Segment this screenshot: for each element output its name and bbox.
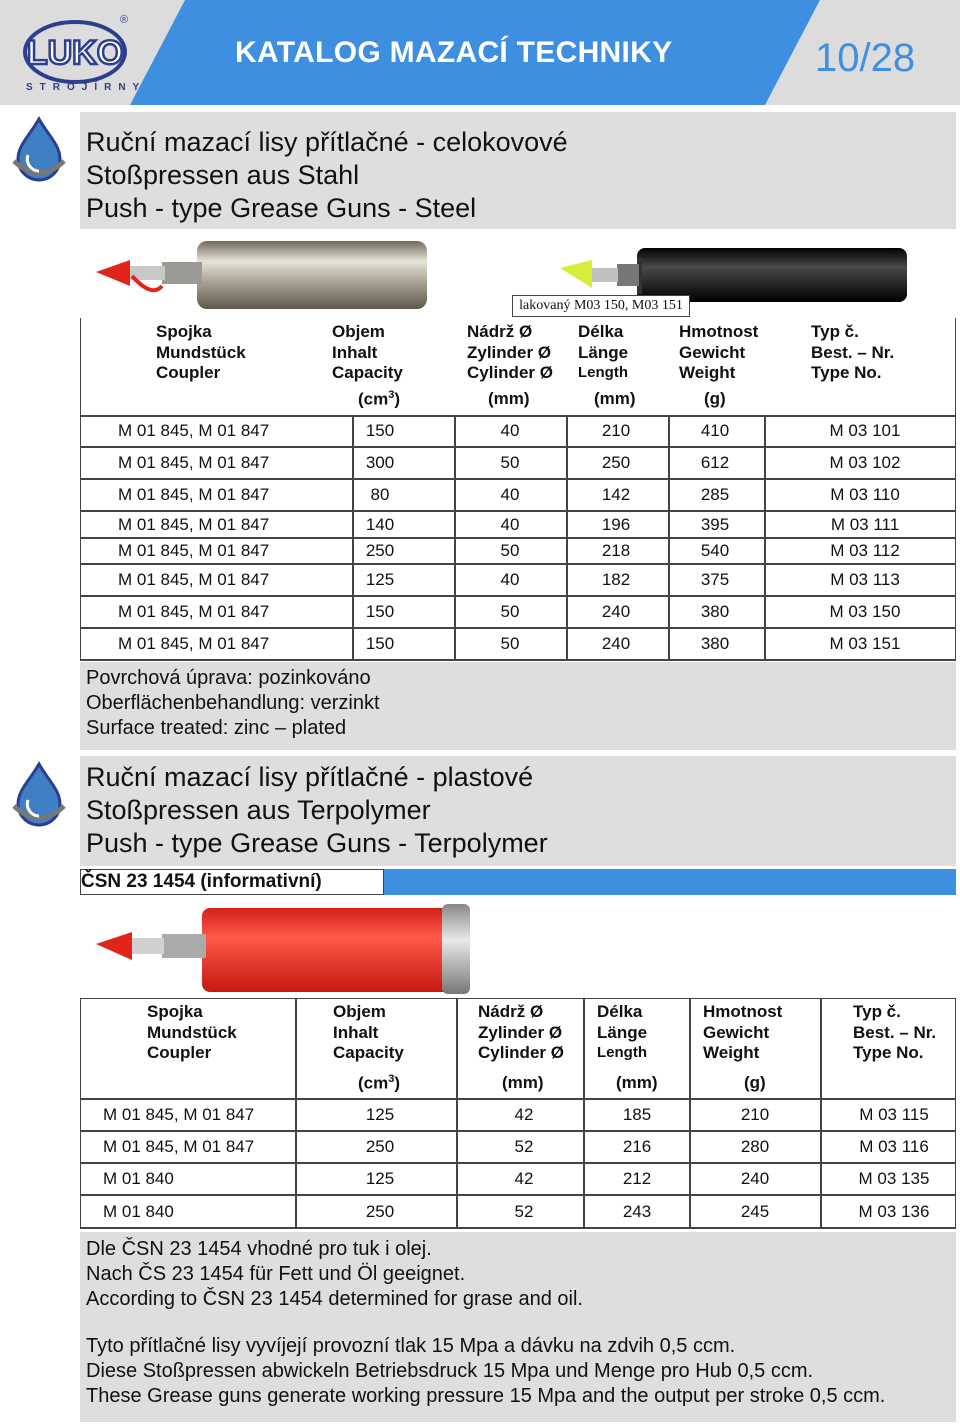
column-divider [456, 998, 458, 1228]
oil-drop-icon [8, 115, 70, 185]
table-cell: M 03 135 [858, 1169, 930, 1188]
table-cell: M 03 101 [829, 421, 901, 440]
header-line: Hmotnost [679, 322, 759, 341]
header-cell [478, 1002, 564, 1064]
table-cell: M 01 845, M 01 847 [118, 485, 270, 504]
unit-cell [358, 1073, 400, 1094]
header-line: Zylinder Ø [478, 1022, 563, 1042]
table-cell: 250 [365, 1137, 395, 1156]
header-line: Nádrž Ø [467, 322, 533, 341]
table-cell: 140 [365, 514, 395, 534]
table-row [80, 563, 956, 565]
column-divider [764, 415, 766, 660]
table-cell: 52 [514, 1137, 534, 1156]
table-cell: M 03 113 [830, 570, 900, 589]
table-cell: M 03 115 [859, 1104, 929, 1124]
table-cell: M 01 845, M 01 847 [103, 1137, 255, 1156]
table-cell: 125 [365, 1169, 395, 1188]
table-cell: 212 [622, 1169, 652, 1188]
table-row [80, 1227, 956, 1229]
header-cell [333, 1002, 404, 1064]
unit-cell: (mm) [488, 389, 530, 408]
header-cell [853, 1002, 936, 1064]
table-cell: M 01 845, M 01 847 [118, 602, 270, 621]
table-cell: M 03 112 [830, 541, 900, 560]
table-cell: M 01 845, M 01 847 [118, 421, 270, 440]
table-cell: 50 [500, 602, 520, 621]
header-line: Typ č. [853, 1002, 901, 1021]
section1-title [80, 112, 956, 229]
table-cell: M 01 840 [103, 1169, 174, 1188]
table-cell: 40 [500, 570, 520, 589]
column-divider [583, 998, 585, 1228]
table-cell: 40 [500, 514, 520, 534]
table-cell: 285 [700, 485, 730, 504]
table-row [80, 478, 956, 480]
table-cell: M 01 845, M 01 847 [118, 570, 270, 589]
table-cell: M 03 151 [829, 634, 901, 653]
table-cell: 280 [740, 1137, 770, 1156]
table-cell: M 01 845, M 01 847 [103, 1104, 255, 1124]
table-cell: 210 [601, 421, 631, 440]
table-cell: 240 [740, 1169, 770, 1188]
header-line: Mundstück [156, 342, 246, 362]
table-cell: 150 [365, 421, 395, 440]
column-divider [566, 415, 568, 660]
image-caption: lakovaný M03 150, M03 151 [512, 295, 690, 317]
header-line: Type No. [853, 1043, 924, 1062]
column-divider [820, 998, 822, 1228]
header-line: Coupler [156, 363, 221, 382]
table-cell: 150 [365, 602, 395, 621]
section1-title-en: Push - type Grease Guns - Steel [86, 193, 477, 223]
header-line: Best. – Nr. [853, 1022, 937, 1042]
table-cell: 40 [500, 485, 520, 504]
section2-title-de: Stoßpressen aus Terpolymer [86, 795, 431, 825]
table-row [80, 1194, 956, 1196]
plastic-grease-gun-image [82, 900, 954, 996]
table-cell: 300 [365, 453, 395, 472]
surface-note-box [80, 662, 956, 750]
table-cell: 216 [622, 1137, 652, 1156]
unit-cell: (mm) [502, 1073, 544, 1092]
header-cell [578, 322, 628, 384]
header-line: Gewicht [679, 342, 746, 362]
header-line: Hmotnost [703, 1002, 783, 1021]
header-cell [703, 1002, 782, 1064]
header-line: Délka [578, 322, 624, 341]
table-cell: 125 [365, 570, 395, 589]
logo-subtitle: STROJÍRNY [26, 82, 147, 93]
table-cell: 150 [365, 634, 395, 653]
header-line: Mundstück [147, 1022, 237, 1042]
unit-part: 3 [388, 1073, 395, 1085]
table-cell: 218 [601, 541, 631, 560]
table-cell: 243 [622, 1201, 652, 1221]
pressure-note [86, 1334, 885, 1409]
oil-note-en: According to ČSN 23 1454 determined for grase and oil. [86, 1288, 583, 1310]
section1-title-cz: Ruční mazací lisy přítlačné - celokovové [86, 127, 568, 157]
table-cell: 250 [601, 453, 631, 472]
header-divider [80, 1098, 956, 1100]
oil-note [86, 1237, 583, 1312]
header-line: Objem [333, 1002, 386, 1021]
header-line: Length [597, 1044, 647, 1061]
unit-cell: (g) [744, 1073, 766, 1092]
table-cell: 375 [700, 570, 730, 589]
header-cell [597, 1002, 647, 1064]
table-cell: 240 [601, 602, 631, 621]
section2-title [80, 756, 956, 866]
header-line: Gewicht [703, 1022, 770, 1042]
unit-cell: (mm) [616, 1073, 658, 1092]
header-line: Länge [578, 342, 629, 362]
section2-title-cz: Ruční mazací lisy přítlačné - plastové [86, 762, 534, 792]
header-line: Cylinder Ø [467, 363, 553, 382]
header-line: Capacity [333, 1043, 404, 1062]
table-cell: 50 [500, 453, 520, 472]
table-cell: M 03 111 [830, 514, 900, 534]
table-row [80, 1162, 956, 1164]
header-line: Length [578, 364, 628, 381]
table-cell: M 03 150 [829, 602, 901, 621]
column-divider [454, 415, 456, 660]
table-row [80, 627, 956, 629]
pressure-note-cz: Tyto přítlačné lisy vyvíjejí provozní tlak 15 Mpa a dávku na zdvih 0,5 ccm. [86, 1335, 736, 1357]
table-cell: 210 [740, 1104, 770, 1124]
table-row [80, 446, 956, 448]
table-cell: 250 [365, 1201, 395, 1221]
table-row [80, 537, 956, 539]
table-cell: 182 [601, 570, 631, 589]
table-cell: M 01 845, M 01 847 [118, 453, 270, 472]
catalog-title: KATALOG MAZACÍ TECHNIKY [235, 36, 673, 69]
header-line: Coupler [147, 1043, 212, 1062]
header-line: Weight [703, 1043, 760, 1062]
table-cell: 80 [370, 485, 390, 504]
table-cell: 410 [700, 421, 730, 440]
table-cell: 540 [700, 541, 730, 560]
unit-cell [358, 389, 400, 410]
table-cell: 52 [514, 1201, 534, 1221]
header-line: Weight [679, 363, 736, 382]
pressure-note-en: These Grease guns generate working pressure 15 Mpa and the output per stroke 0,5 ccm. [86, 1385, 886, 1407]
table-cell: M 03 136 [858, 1201, 930, 1221]
standard-label: ČSN 23 1454 (informativní) [80, 869, 384, 895]
table-cell: 380 [700, 634, 730, 653]
table-cell: 196 [601, 514, 631, 534]
header-line: Capacity [332, 363, 403, 382]
header-cell [147, 1002, 237, 1064]
table-row [80, 1130, 956, 1132]
header-line: Objem [332, 322, 385, 341]
header-line: Best. – Nr. [811, 342, 895, 362]
table-cell: M 01 845, M 01 847 [118, 541, 270, 560]
table-cell: M 01 845, M 01 847 [118, 634, 270, 653]
header-line: Spojka [147, 1002, 203, 1021]
unit-cell: (mm) [594, 389, 636, 408]
table-cell: 142 [601, 485, 631, 504]
page-number: 10/28 [815, 36, 916, 80]
header-line: Typ č. [811, 322, 859, 341]
oil-note-cz: Dle ČSN 23 1454 vhodné pro tuk i olej. [86, 1238, 432, 1260]
unit-part: ) [394, 1073, 401, 1093]
table-cell: 612 [700, 453, 730, 472]
header-line: Spojka [156, 322, 212, 341]
registered-mark: ® [120, 14, 129, 26]
table-cell: 42 [514, 1169, 534, 1188]
column-divider [668, 415, 670, 660]
pressure-note-de: Diese Stoßpressen abwickeln Betriebsdruck 15 Mpa und Menge pro Hub 0,5 ccm. [86, 1360, 814, 1382]
table-cell: M 03 102 [829, 453, 901, 472]
section2-title-en: Push - type Grease Guns - Terpolymer [86, 828, 548, 858]
header-cell [811, 322, 894, 384]
table-cell: 240 [601, 634, 631, 653]
table-cell: 250 [365, 541, 395, 560]
column-divider [352, 415, 354, 660]
table-cell: 125 [365, 1104, 395, 1124]
surface-note-de: Oberflächenbehandlung: verzinkt [86, 692, 380, 714]
unit-cell: (g) [704, 389, 726, 408]
header-line: Type No. [811, 363, 882, 382]
unit-part: ) [394, 389, 401, 409]
header-line: Inhalt [333, 1022, 379, 1042]
unit-part: (cm [358, 1073, 389, 1093]
column-divider [295, 998, 297, 1228]
table-cell: 380 [700, 602, 730, 621]
table-cell: 50 [500, 541, 520, 560]
header-cell [332, 322, 403, 384]
header-line: Cylinder Ø [478, 1043, 564, 1062]
table-row [80, 659, 956, 661]
unit-part: (cm [358, 389, 389, 409]
header-line: Nádrž Ø [478, 1002, 544, 1021]
header-line: Inhalt [332, 342, 378, 362]
header-cell [679, 322, 758, 384]
unit-part: 3 [388, 389, 395, 401]
oil-note-de: Nach ČS 23 1454 für Fett und Öl geeignet. [86, 1263, 466, 1285]
column-divider [689, 998, 691, 1228]
table-row [80, 510, 956, 512]
table-cell: 40 [500, 421, 520, 440]
table-cell: M 03 110 [830, 485, 900, 504]
surface-note-en: Surface treated: zinc – plated [86, 717, 347, 739]
header-line: Zylinder Ø [467, 342, 552, 362]
header-cell [156, 322, 246, 384]
table-cell: M 03 116 [859, 1137, 929, 1156]
table-cell: 395 [700, 514, 730, 534]
table-cell: 42 [514, 1104, 534, 1124]
oil-drop-icon [8, 760, 70, 830]
table-cell: 50 [500, 634, 520, 653]
table-row [80, 595, 956, 597]
surface-note-cz: Povrchová úprava: pozinkováno [86, 667, 371, 689]
table-cell: M 01 845, M 01 847 [118, 514, 270, 534]
svg-text:LUKO: LUKO [26, 34, 124, 72]
header-cell [467, 322, 553, 384]
table-cell: 185 [622, 1104, 652, 1124]
section1-title-de: Stoßpressen aus Stahl [86, 160, 360, 190]
header-line: Länge [597, 1022, 648, 1042]
header-line: Délka [597, 1002, 643, 1021]
table-cell: 245 [740, 1201, 770, 1221]
header-divider [80, 415, 956, 417]
table-cell: M 01 840 [103, 1201, 174, 1221]
